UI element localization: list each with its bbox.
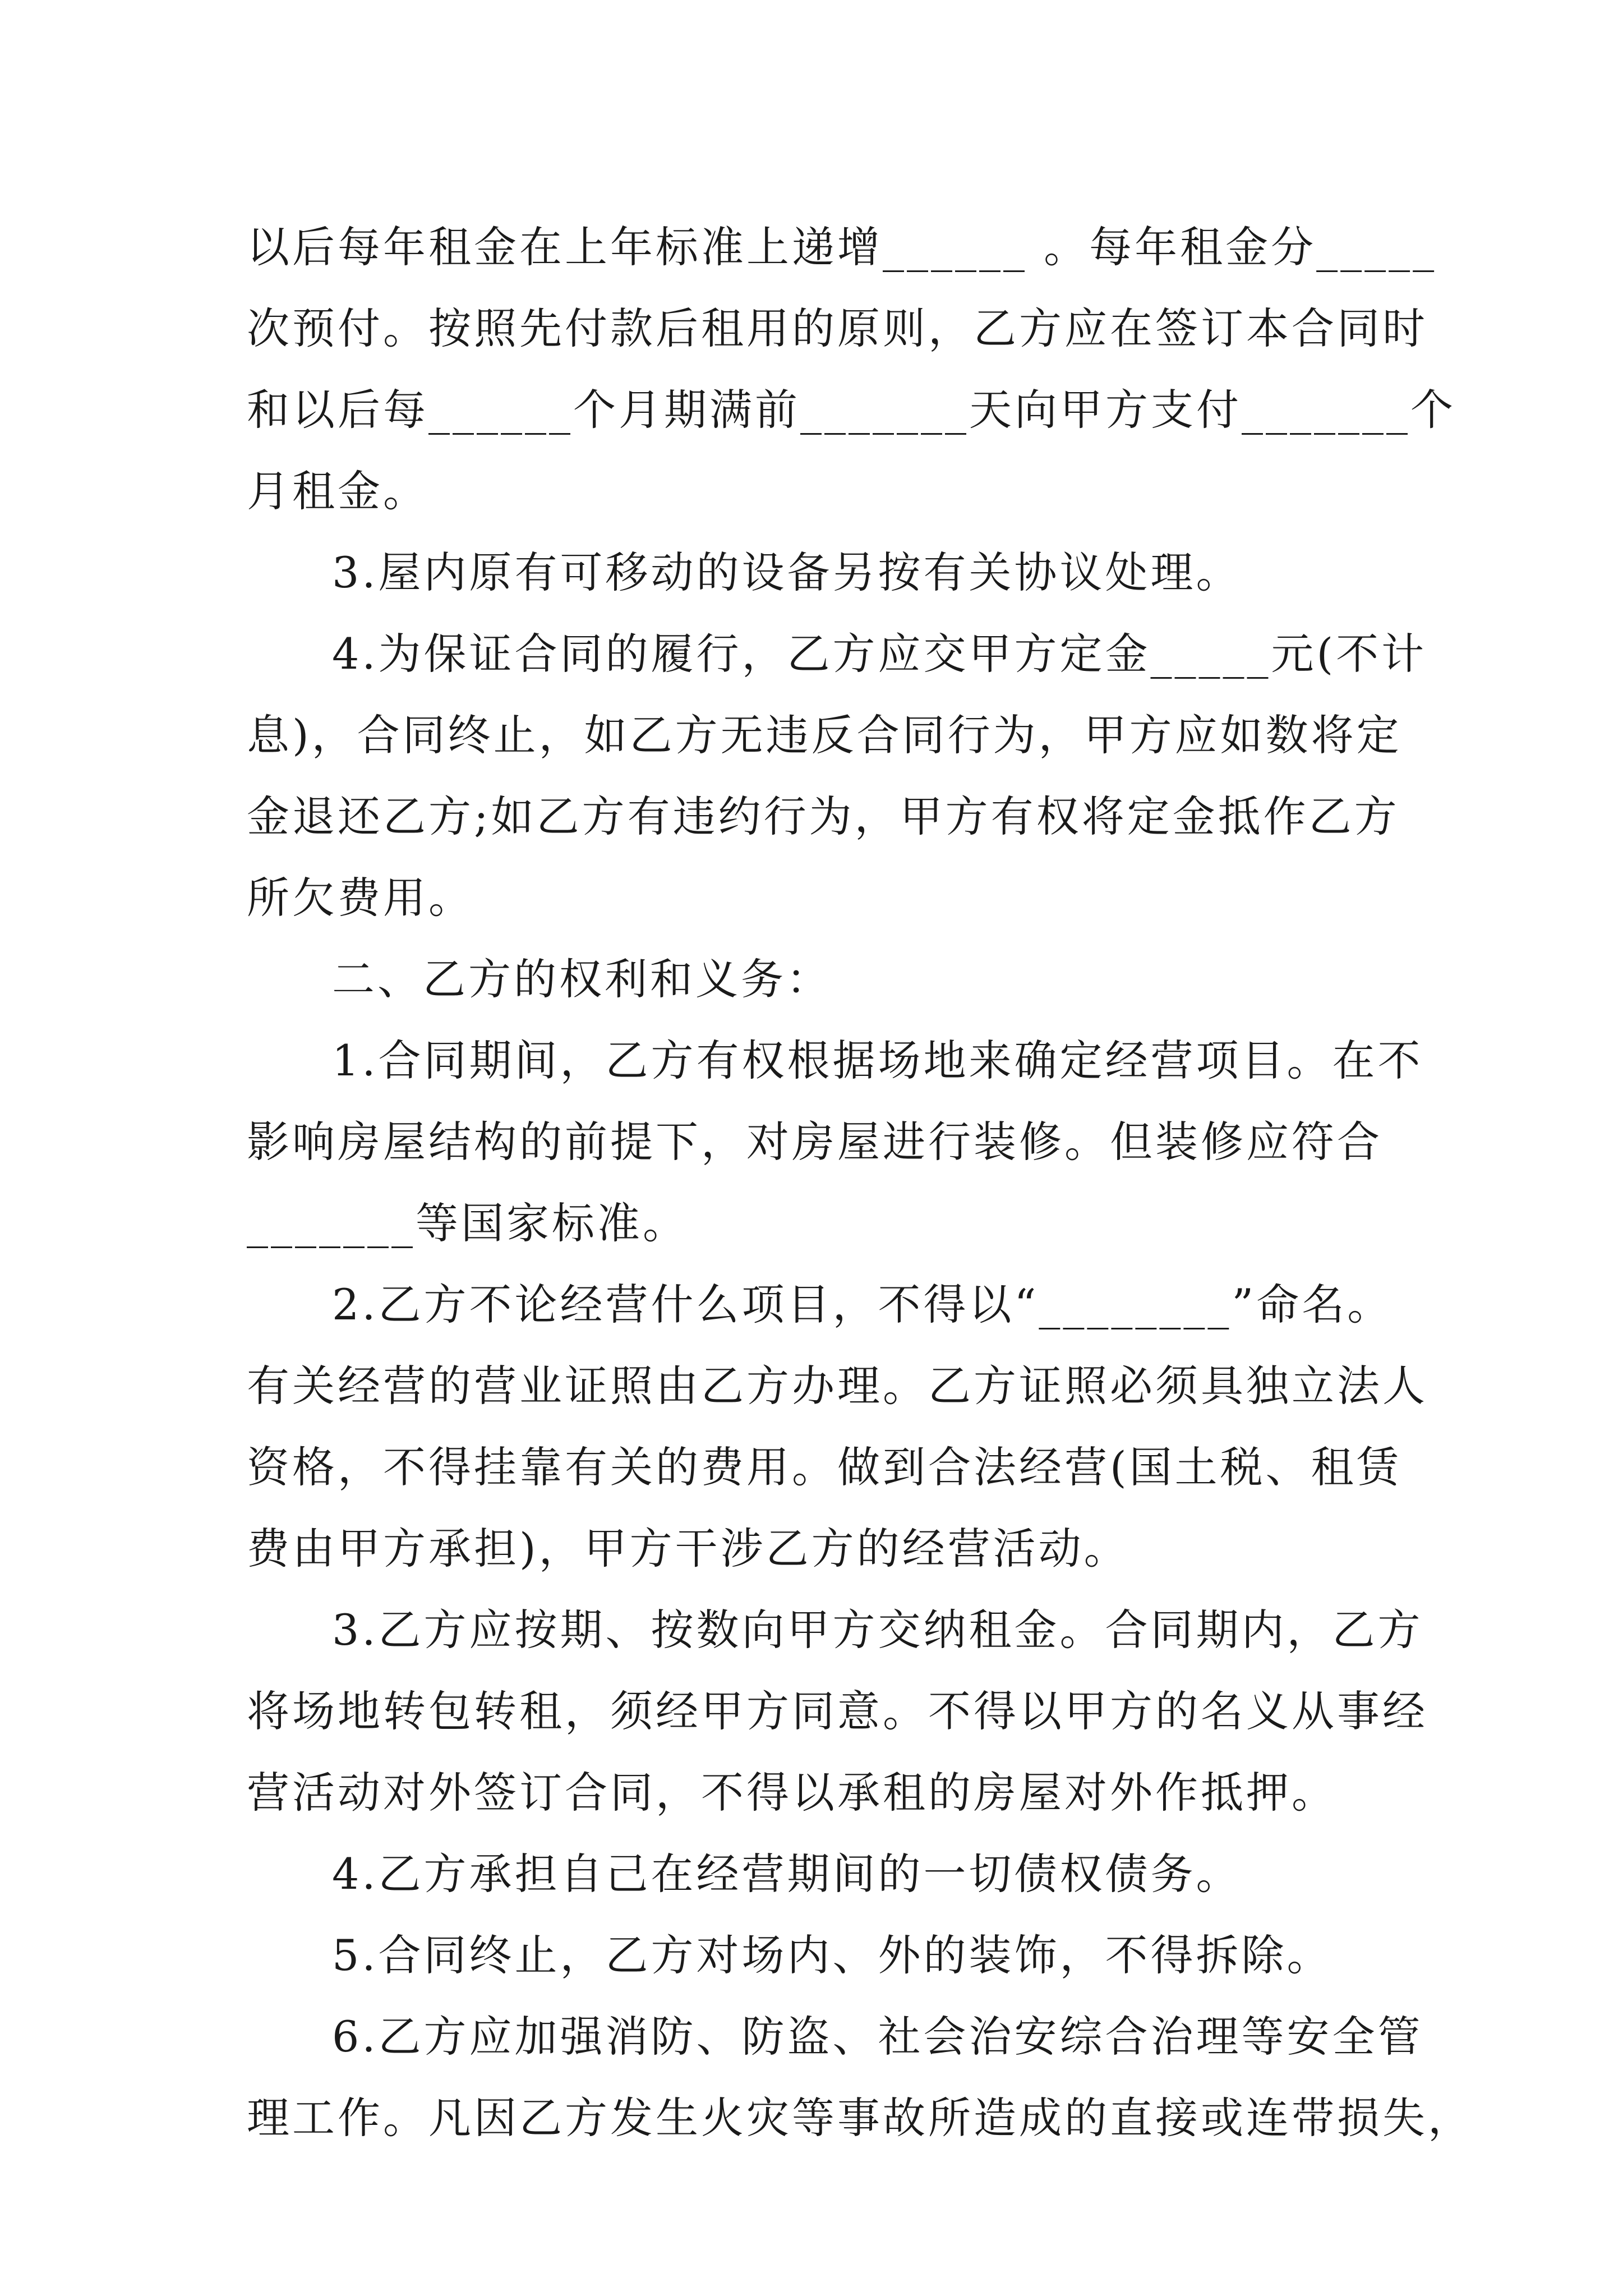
text-line: 2.乙方不论经营什么项目，不得以“________”命名。 (332, 1280, 1393, 1329)
text-line: 息)，合同终止，如乙方无违反合同行为，甲方应如数将定 (247, 710, 1402, 760)
text-line: 4.为保证合同的履行，乙方应交甲方定金_____元(不计 (332, 629, 1427, 679)
text-line: 6.乙方应加强消防、防盗、社会治安综合治理等安全管 (332, 2012, 1423, 2062)
text-line: 所欠费用。 (247, 873, 474, 923)
section-heading: 二、乙方的权利和义务： (332, 954, 832, 1004)
text-line: 次预付。按照先付款后租用的原则，乙方应在签订本合同时 (247, 303, 1428, 353)
text-line: 3.屋内原有可移动的设备另按有关协议处理。 (332, 547, 1242, 597)
text-line: 和以后每______个月期满前_______天向甲方支付_______个 (247, 385, 1456, 435)
text-line: 影响房屋结构的前提下，对房屋进行装修。但装修应符合 (247, 1117, 1382, 1167)
text-line: 以后每年租金在上年标准上递增______ 。每年租金分_____ (247, 222, 1437, 272)
text-line: 将场地转包转租，须经甲方同意。不得以甲方的名义从事经 (247, 1686, 1428, 1736)
document-body (247, 206, 1473, 2159)
text-line: 资格，不得挂靠有关的费用。做到合法经营(国土税、租赁 (247, 1442, 1402, 1492)
text-line: 1.合同期间，乙方有权根据场地来确定经营项目。在不 (332, 1036, 1423, 1085)
text-line: 理工作。凡因乙方发生火灾等事故所造成的直接或连带损失， (247, 2093, 1473, 2143)
text-line: 3.乙方应按期、按数向甲方交纳租金。合同期内，乙方 (332, 1605, 1423, 1655)
text-line: 4.乙方承担自己在经营期间的一切债权债务。 (332, 1849, 1242, 1899)
text-line: 费由甲方承担)，甲方干涉乙方的经营活动。 (247, 1524, 1129, 1573)
text-line: 月租金。 (247, 466, 428, 516)
text-line: 金退还乙方;如乙方有违约行为，甲方有权将定金抵作乙方 (247, 792, 1400, 841)
text-line: 有关经营的营业证照由乙方办理。乙方证照必须具独立法人 (247, 1361, 1428, 1411)
text-line: _______等国家标准。 (247, 1198, 688, 1248)
text-line: 5.合同终止，乙方对场内、外的装饰，不得拆除。 (332, 1930, 1332, 1980)
text-line: 营活动对外签订合同，不得以承租的房屋对外作抵押。 (247, 1768, 1337, 1818)
